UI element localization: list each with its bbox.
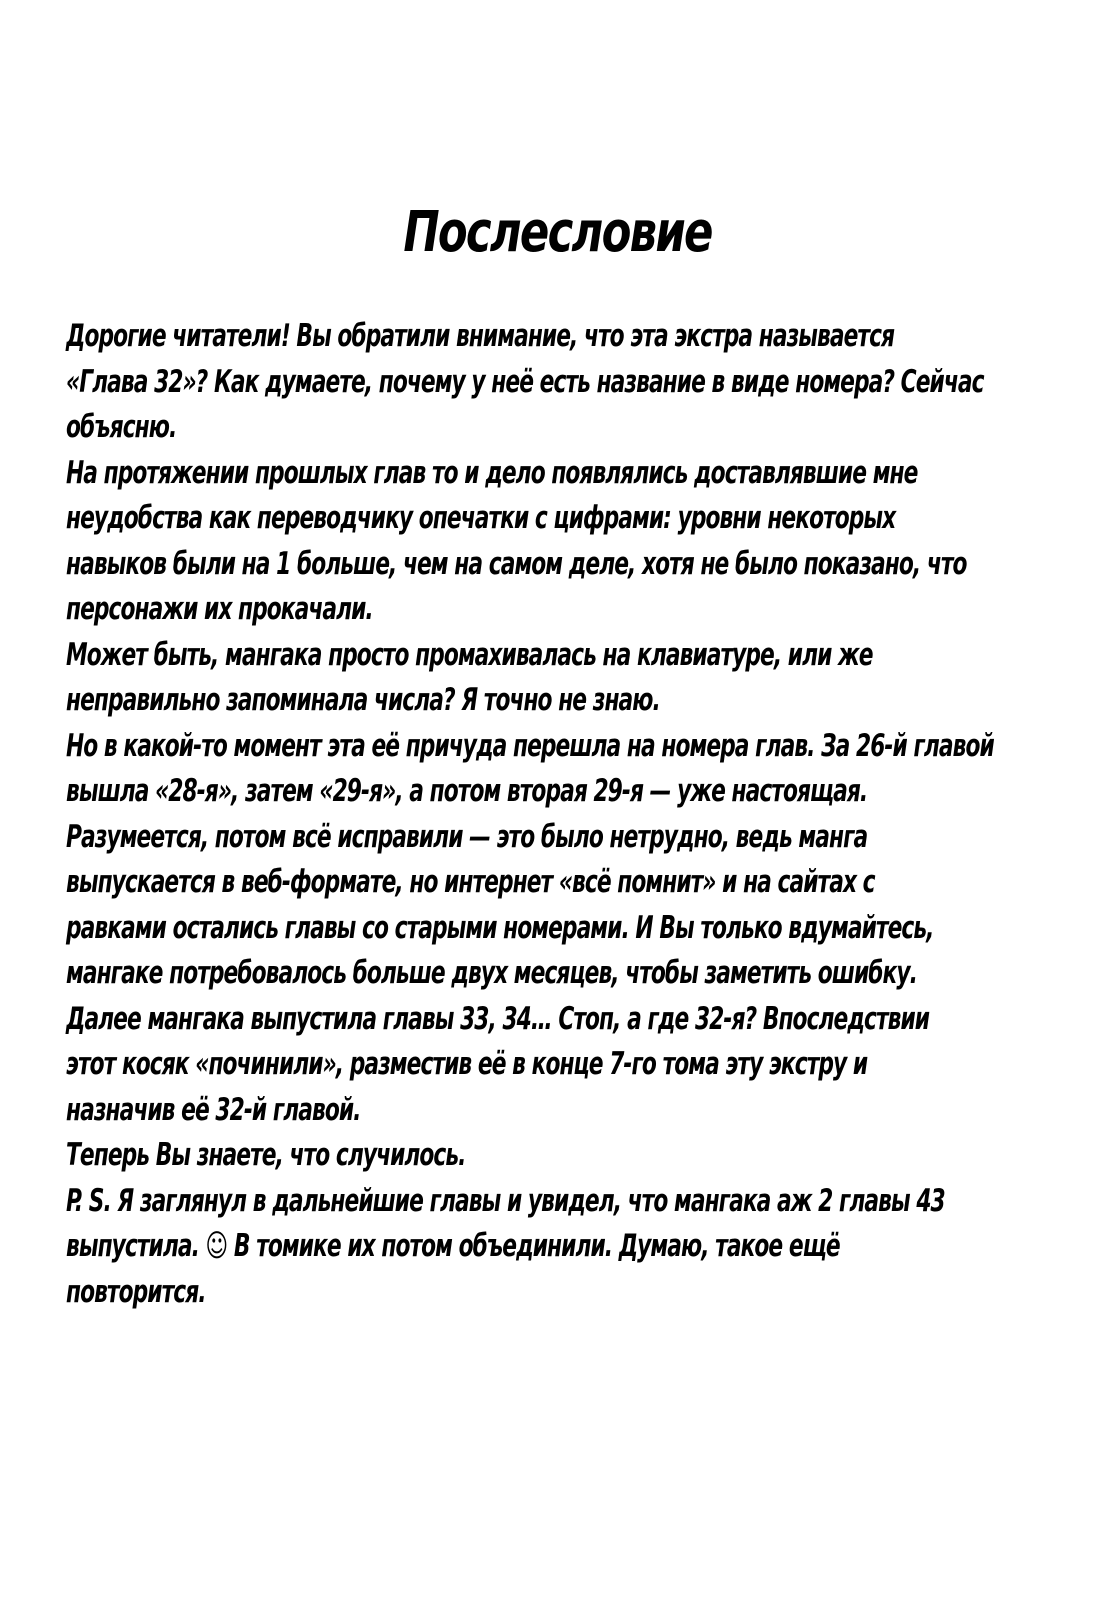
- text-line: назначив её 32-й главой.: [66, 1091, 361, 1128]
- text-line: Может быть, мангака просто промахивалась на клавиатуре, или же: [66, 636, 873, 673]
- text-line: «Глава 32»? Как думаете, почему у неё есть название в виде номера? Сейчас: [66, 363, 984, 400]
- text-line: Дорогие читатели! Вы обратили внимание, что эта экстра называется: [66, 318, 895, 354]
- afterword-text: [66, 314, 994, 1315]
- text-line: неудобства как переводчику опечатки с цифрами: уровни некоторых: [66, 500, 896, 536]
- text-line: неправильно запоминала числа? Я точно не знаю.: [66, 682, 660, 718]
- text-line: P. S. Я заглянул в дальнейшие главы и увидел, что мангака аж 2 главы 43: [66, 1182, 945, 1219]
- text-line: вышла «28-я», затем «29-я», а потом вторая 29-я — уже настоящая.: [66, 773, 868, 809]
- text-line: персонажи их прокачали.: [66, 591, 373, 627]
- text-line: мангаке потребовалось больше двух месяцев, чтобы заметить ошибку.: [66, 955, 917, 991]
- text-line: повторится.: [66, 1273, 206, 1310]
- text-line: На протяжении прошлых глав то и дело появлялись доставлявшие мне: [66, 454, 918, 491]
- text-line: Но в какой-то момент эта её причуда перешла на номера глав. За 26-й главой: [66, 727, 994, 764]
- text-line: навыков были на 1 больше, чем на самом деле, хотя не было показано, что: [66, 545, 967, 582]
- text-line: Далее мангака выпустила главы 33, 34… Стоп, а где 32-я? Впоследствии: [66, 1000, 930, 1037]
- text-line: Разумеется, потом всё исправили — это было нетрудно, ведь манга: [66, 818, 868, 855]
- text-line: объясню.: [66, 409, 177, 445]
- page-title: Послесловие: [403, 200, 712, 265]
- text-line: выпускается в веб-формате, но интернет «всё помнит» и на сайтах с: [66, 864, 875, 900]
- text-line: Теперь Вы знаете, что случилось.: [66, 1137, 466, 1173]
- text-line: этот косяк «починили», разместив её в конце 7-го тома эту экстру и: [66, 1046, 868, 1082]
- text-line: выпустила. ☺ В томике их потом объединили. Думаю, такое ещё: [66, 1228, 840, 1264]
- text-line: равками остались главы со старыми номерами. И Вы только вдумайтесь,: [66, 909, 934, 946]
